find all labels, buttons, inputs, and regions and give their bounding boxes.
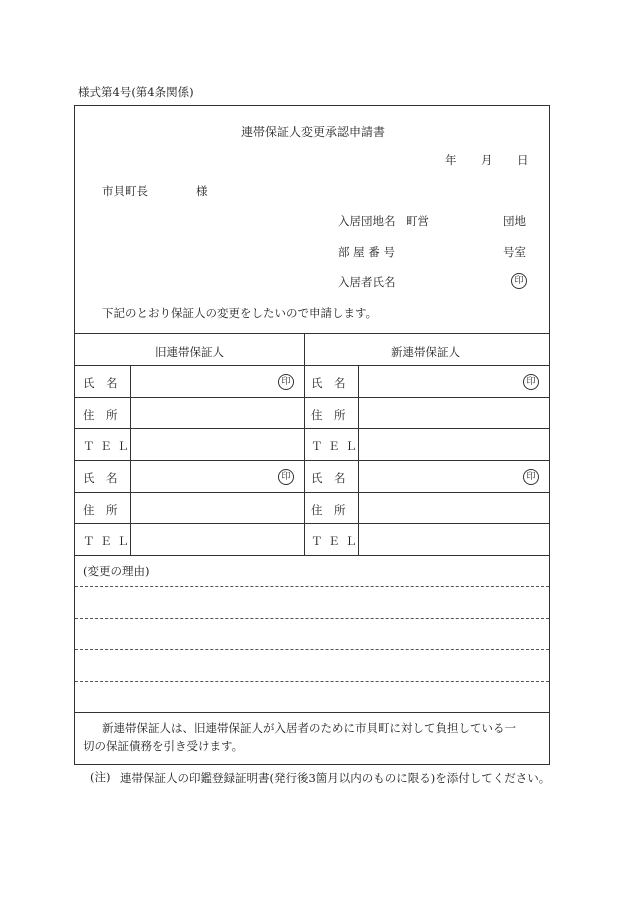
resident-seal-icon: 印 [511, 273, 527, 289]
old-row-label: 氏 名 [83, 471, 118, 485]
old-guarantor-seal-icon: 印 [278, 374, 294, 390]
reason-line[interactable] [75, 586, 549, 587]
resident-name-label: 入居者氏名 [338, 275, 396, 289]
new-guarantor-header: 新連帯保証人 [391, 345, 460, 359]
request-text: 下記のとおり保証人の変更をしたいので申請します。 [102, 306, 378, 320]
old-row-label: Ｔ Ｅ Ｌ [83, 439, 130, 453]
new-row-label: Ｔ Ｅ Ｌ [311, 439, 358, 453]
new-row-label: Ｔ Ｅ Ｌ [311, 534, 358, 548]
residence-town: 町営 [406, 214, 429, 228]
old-guarantor-seal-icon: 印 [278, 469, 294, 485]
change-reason-label: (変更の理由) [83, 564, 150, 578]
form-title: 連帯保証人変更承認申請書 [241, 125, 386, 139]
reason-line[interactable] [75, 618, 549, 619]
addressee-honorific: 様 [196, 184, 208, 198]
new-row-label: 氏 名 [311, 376, 346, 390]
old-row-label: 氏 名 [83, 376, 118, 390]
statement-line-1: 新連帯保証人は、旧連帯保証人が入居者のために市貝町に対して負担している一 [102, 721, 516, 735]
addressee: 市貝町長 [102, 184, 148, 198]
form-number-label: 様式第4号(第4条関係) [78, 85, 194, 99]
new-guarantor-seal-icon: 印 [523, 374, 539, 390]
room-suffix: 号室 [503, 245, 526, 259]
date-month-field[interactable]: 月 [481, 153, 493, 167]
new-row-label: 住 所 [311, 503, 346, 517]
old-row-label: 住 所 [83, 503, 118, 517]
statement-line-2: 切の保証債務を引き受けます。 [83, 739, 244, 753]
note-text: 連帯保証人の印鑑登録証明書(発行後3箇月以内のものに限る)を添付してください。 [120, 771, 551, 785]
old-row-label: 住 所 [83, 408, 118, 422]
new-row-label: 住 所 [311, 408, 346, 422]
date-day-field[interactable]: 日 [517, 153, 529, 167]
room-number-label: 部 屋 番 号 [338, 245, 395, 259]
application-form-frame [74, 105, 550, 765]
reason-line[interactable] [75, 649, 549, 650]
reason-line[interactable] [75, 681, 549, 682]
old-row-label: Ｔ Ｅ Ｌ [83, 534, 130, 548]
note-label: (注) [90, 770, 111, 784]
residence-suffix: 団地 [503, 214, 526, 228]
new-row-label: 氏 名 [311, 471, 346, 485]
date-year-field[interactable]: 年 [445, 153, 457, 167]
old-guarantor-header: 旧連帯保証人 [155, 345, 224, 359]
new-guarantor-seal-icon: 印 [523, 469, 539, 485]
residence-label: 入居団地名 [338, 214, 396, 228]
